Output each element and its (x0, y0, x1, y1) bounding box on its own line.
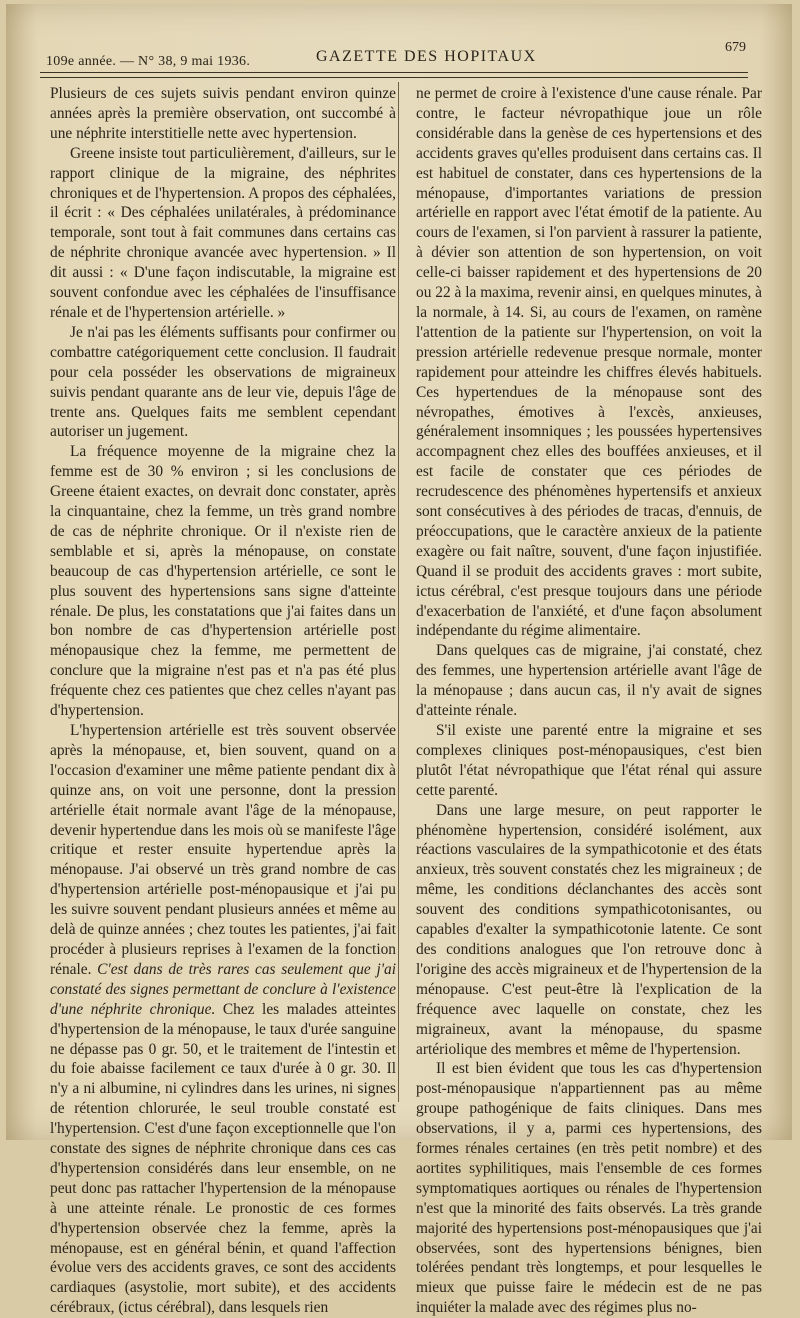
journal-title: GAZETTE DES HOPITAUX (316, 48, 537, 65)
italic-emphasis: C'est dans de très rares cas seulement que j'ai constaté des signes permettant de conclure à l'existence d'une néphrite chronique. (50, 960, 396, 1018)
paragraph: La fréquence moyenne de la migraine chez la femme est de 30 % environ ; si les conclusions de Greene étaient exactes, on devrait donc constater, après la cinquantaine, chez la femme, un très grand nombre de cas de néphrite chronique. Or il n'existe rien de semblable et si, après la ménopause, on constate beaucoup de cas d'hypertension artérielle, ce sont le plus souvent des hypertensions sans signe d'atteinte rénale. De plus, les constatations que j'ai faites dans un bon nombre de cas d'hypertension artérielle post ménopausique chez la femme, me permettent de conclure que la migraine n'est pas et n'a pas été plus fréquente chez ces patientes que chez celles n'ayant pas d'hypertension. (50, 443, 396, 720)
page-header (46, 40, 756, 70)
page-number: 679 (725, 40, 746, 55)
paragraph: Dans quelques cas de migraine, j'ai constaté, chez des femmes, une hypertension artérielle avant l'âge de la ménopause ; dans aucun cas, il n'y avait de signes d'atteinte rénale. (416, 642, 762, 720)
paragraph-text: L'hypertension artérielle est très souvent observée après la ménopause, et, bien souvent, quand on a l'occasion d'examiner une même patiente pendant dix à quinze ans, on voit une personne, dont la pression artérielle était normale avant l'âge de la ménopause, devenir hypertendue dans les mois où se manifeste l'âge critique et rester ensuite hypertendue après la ménopause. J'ai observé un très grand nombre de cas d'hypertension artérielle post-ménopausique et j'ai pu les suivre souvent pendant plusieurs années et même au delà de quinze années ; chez toutes les patientes, j'ai fait procéder à plusieurs reprises à l'examen de la fonction rénale. (50, 722, 396, 978)
paragraph (50, 721, 396, 1318)
paragraph: Je n'ai pas les éléments suffisants pour confirmer ou combattre catégoriquement cette conclusion. Il faudrait pour cela posséder les observations de migraineux suivis pendant quarante ans de leur vie, depuis l'âge de trente ans. Quelques faits me semblent cependant autoriser un jugement. (50, 323, 396, 441)
paragraph: S'il existe une parenté entre la migraine et ses complexes cliniques post-ménopausiques, c'est bien plutôt l'état névropathique que l'état rénal qui assure cette parenté. (416, 722, 762, 799)
paragraph-text-continued: Chez les malades atteintes d'hypertension de la ménopause, le taux d'urée sanguine ne dépasse pas 0 gr. 50, et le traitement de l'intestin et du foie abaisse facilement ce taux d'urée à 0 gr. 30. Il n'y a ni albumine, ni cylindres dans les urines, ni signes de rétention chlorurée, le seul trouble constaté est l'hypertension. C'est d'une façon exceptionnelle que l'on constate des signes de néphrite chronique dans ces cas d'hypertension considérés dans leur ensemble, on ne peut donc pas rattacher l'hypertension de la ménopause à une atteinte rénale. Le pronostic de ces formes d'hypertension observée chez la femme, après la ménopause, est en général bénin, et quand l'affection évolue vers des accidents graves, ce sont des accidents cardiaques (asystolie, mort subite), et des accidents cérébraux, (ictus cérébral), dans lesquels rien (50, 1000, 396, 1317)
issue-line: 109e année. — N° 38, 9 mai 1936. (46, 54, 251, 69)
right-column (416, 84, 762, 1318)
paragraph: Plusieurs de ces sujets suivis pendant environ quinze années après la première observation, ont succombé à une néphrite interstitielle nette avec hypertension. (50, 85, 396, 142)
header-rule (40, 72, 748, 78)
left-column (50, 84, 396, 1318)
column-divider (398, 82, 399, 1102)
paragraph: Dans une large mesure, on peut rapporter le phénomène hypertension, considéré isolément, aux réactions vasculaires de la sympathicotonie et des états anxieux, très souvent constatés chez les migraineux ; de même, les conditions déclanchantes des accès sont souvent des conditions sympathicotonisantes, ou capables d'exalter la sympathicotonie latente. Ce sont des conditions analogues que l'on retrouve donc à l'origine des accès migraineux et de l'hypertension de la ménopause. C'est peut-être là l'explication de la fréquence avec laquelle on constate, chez les migraineux, avant la ménopause, du spasme artériolique des membres et même de l'hypertension. (416, 801, 762, 1058)
paragraph: Il est bien évident que tous les cas d'hypertension post-ménopausique n'appartiennent pas au même groupe pathogénique de faits cliniques. Dans mes observations, il y a, parmi ces hypertensions, des formes rénales certaines (en très petit nombre) et des aortites syphilitiques, mais l'ensemble de ces formes symptomatiques aortiques ou rénales de l'hypertension n'est que la minorité des faits observés. La très grande majorité des hypertensions post-ménopausiques que j'ai observées, sont des hypertensions bénignes, bien tolérées pendant très longtemps, et pour lesquelles le mieux que puisse faire le médecin est de ne pas inquiéter la malade avec des régimes plus no- (416, 1060, 762, 1317)
paragraph: ne permet de croire à l'existence d'une cause rénale. Par contre, le facteur névropathique joue un rôle considérable dans la genèse de ces hypertensions et des accidents graves qu'elles produisent dans certains cas. Il est habituel de constater, dans ces hypertensions de la ménopause, d'importantes variations de pression artérielle en rapport avec l'état émotif de la patiente. Au cours de l'examen, si l'on parvient à rassurer la patiente, à dévier son attention de son hypertension, on voit celle-ci baisser rapidement et des hypertensions de 20 ou 22 à la maxima, revenir ainsi, en quelques minutes, à la normale, à 14. Si, au cours de l'examen, on ramène l'attention de la patiente sur l'hypertension, on voit la pression artérielle redevenue presque normale, monter rapidement pour atteindre les chiffres élevés habituels. Ces hypertendues de la ménopause sont des névropathes, émotives à l'excès, anxieuses, généralement insomniques ; les poussées hypertensives accompagnent chez elles des bouffées anxieuses, et il est facile de constater que ces périodes de recrudescence des phénomènes hypertensifs et anxieux sont consécutives à des périodes de tracas, d'ennuis, de préoccupations, que le caractère anxieux de la patiente exagère ou fait naître, souvent, d'une façon injustifiée. Quand il se produit des accidents graves : mort subite, ictus cérébral, c'est presque toujours dans une période d'exacerbation de l'anxiété, et d'une façon absolument indépendante du régime alimentaire. (416, 85, 762, 640)
paragraph: Greene insiste tout particulièrement, d'ailleurs, sur le rapport clinique de la migraine, des néphrites chroniques et de l'hypertension. A propos des céphalées, il écrit : « Des céphalées unilatérales, à prédominance temporale, sont tout à fait communes dans certains cas de néphrite chronique avancée avec hypertension. » Il dit aussi : « D'une façon indiscutable, la migraine est souvent confondue avec les céphalées de l'insuffisance rénale et de l'hypertension artérielle. » (50, 144, 396, 321)
